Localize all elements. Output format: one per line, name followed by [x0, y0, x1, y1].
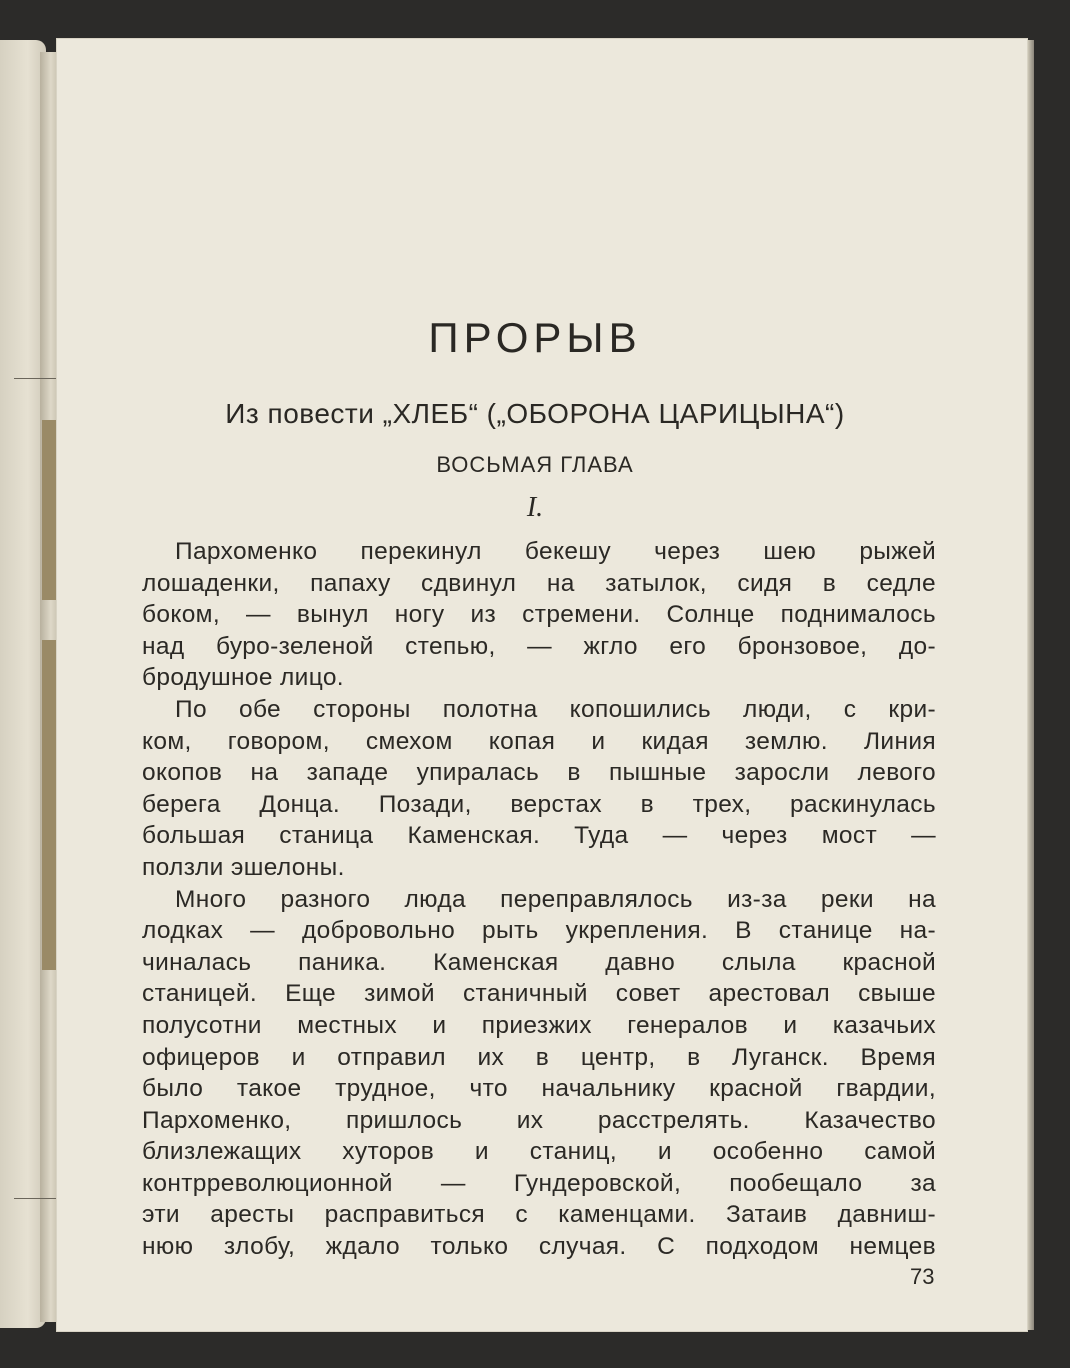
paragraph	[142, 536, 936, 694]
chapter-title: ПРОРЫВ	[428, 314, 642, 361]
page-number: 73	[910, 1264, 935, 1289]
text-line: офицеров и отправил их в центр, в Луганск. Время	[142, 1043, 936, 1071]
section-title: ВОСЬМАЯ ГЛАВА	[436, 452, 634, 477]
text-line: окопов на западе упиралась в пышные заросли левого	[142, 759, 936, 787]
text-line: близлежащих хуторов и станиц, и особенно самой	[142, 1138, 936, 1166]
text-line: По обе стороны полотна копошились люди, с кри-	[175, 695, 936, 723]
page-edge-shadow	[1028, 40, 1034, 1330]
text-line: Пархоменко, пришлось их расстрелять. Казачество	[142, 1106, 936, 1134]
text-line: эти аресты расправиться с каменцами. Затаив давниш-	[142, 1201, 936, 1229]
text-line: над буро-зеленой степью, — жгло его бронзовое, до-	[142, 632, 936, 660]
paragraph	[142, 694, 936, 884]
section-number: I.	[526, 492, 544, 523]
text-line: бродушное лицо.	[142, 664, 344, 692]
text-line: ползли эшелоны.	[142, 853, 345, 881]
body-text	[142, 536, 936, 1263]
paragraph	[142, 884, 936, 1263]
text-line: берега Донца. Позади, верстах в трех, раскинулась	[142, 790, 936, 818]
text-line: нюю злобу, ждало только случая. С подходом немцев	[142, 1233, 936, 1261]
text-line: было такое трудное, что начальнику красной гвардии,	[142, 1075, 936, 1103]
text-line: ком, говором, смехом копая и кидая землю. Линия	[142, 727, 936, 755]
text-line: чиналась паника. Каменская давно слыла красной	[142, 948, 936, 976]
text-line: лодках — добровольно рыть укрепления. В станице на-	[142, 917, 936, 945]
text-line: Много разного люда переправлялось из-за реки на	[175, 885, 936, 913]
text-line: лошаденки, папаху сдвинул на затылок, сидя в седле	[142, 569, 936, 597]
text-line: контрреволюционной — Гундеровской, пообещало за	[142, 1169, 936, 1197]
text-line: станицей. Еще зимой станичный совет арестовал свыше	[142, 980, 936, 1008]
text-line: полусотни местных и приезжих генералов и казачьих	[142, 1011, 936, 1039]
text-line: большая станица Каменская. Туда — через мост —	[142, 822, 936, 850]
story-title: Из повести „ХЛЕБ“ („ОБОРОНА ЦАРИЦЫНА“)	[225, 398, 845, 429]
binding-thread	[42, 640, 56, 970]
text-line: Пархоменко перекинул бекешу через шею рыжей	[175, 538, 936, 565]
text-line: боком, — вынул ногу из стремени. Солнце поднималось	[142, 601, 936, 629]
